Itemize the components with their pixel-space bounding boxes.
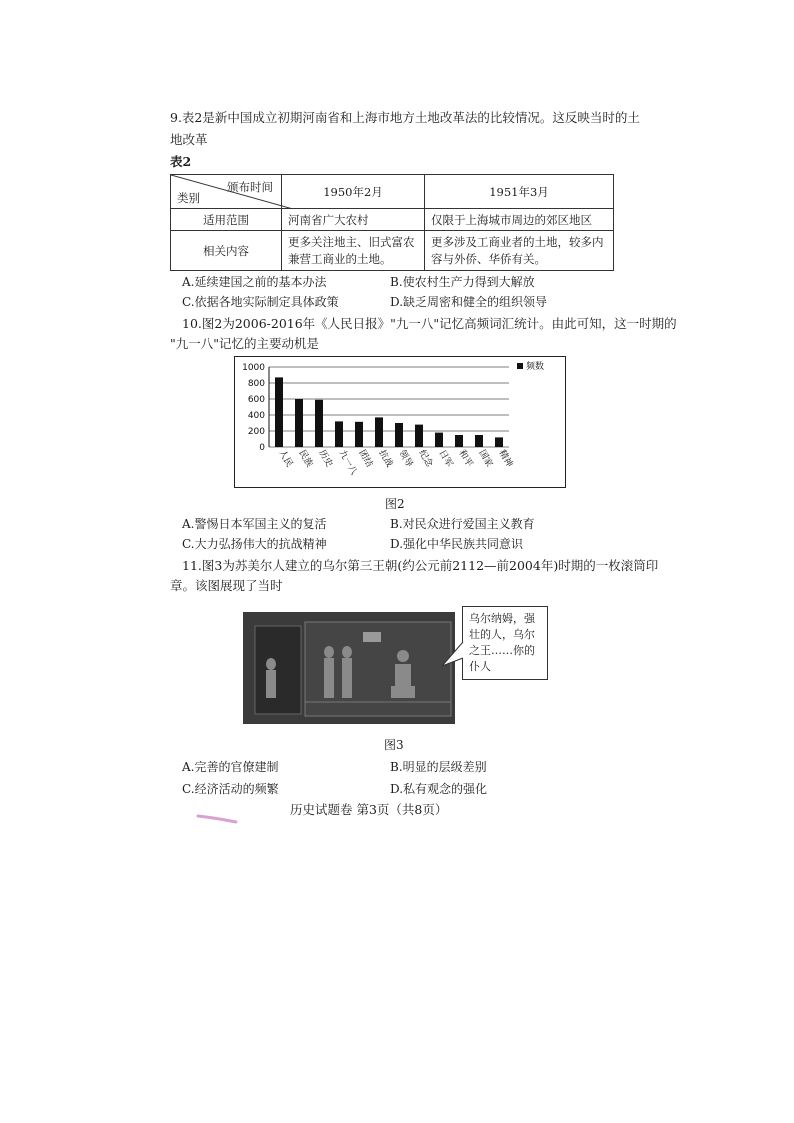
q9-table-diag-header	[171, 175, 282, 209]
q9-table-header-bottom: 类别	[177, 191, 200, 205]
bar	[475, 435, 483, 447]
pen-mark	[196, 812, 242, 826]
q9-table-col1: 1950年2月	[282, 175, 425, 209]
q10-stem-line2: "九一八"记忆的主要动机是	[170, 336, 319, 351]
cylinder-seal-image	[243, 612, 455, 724]
q9-stem-line2: 地改革	[170, 132, 208, 147]
q9-table-row2-c1: 更多关注地主、旧式富农兼营工商业的土地。	[282, 231, 425, 271]
figure2-chart	[234, 356, 566, 488]
q9-option-d[interactable]: D.缺乏周密和健全的组织领导	[390, 295, 548, 309]
x-tick-label: 民族	[296, 448, 315, 470]
bubble-line-1: 乌尔纳姆，强	[469, 612, 535, 625]
x-tick-label: 和平	[456, 448, 475, 470]
q11-option-c[interactable]: C.经济活动的频繁	[182, 782, 279, 796]
y-tick-label: 600	[247, 395, 265, 405]
speech-bubble-tail	[440, 640, 466, 670]
q11-stem-line2: 章。该图展现了当时	[170, 578, 283, 593]
bar	[495, 437, 503, 447]
q11-option-b[interactable]: B.明显的层级差别	[390, 760, 487, 774]
x-tick-label: 九一八	[336, 448, 359, 477]
figure2-caption: 图2	[385, 497, 405, 511]
bubble-line-3: 之王……你的	[469, 644, 535, 657]
bar-chart	[235, 357, 565, 487]
y-tick-label: 800	[247, 379, 265, 389]
page-footer: 历史试题卷 第3页（共8页）	[290, 802, 448, 817]
bubble-line-2: 壮的人，乌尔	[469, 628, 535, 641]
bar	[455, 435, 463, 447]
q9-table	[170, 174, 614, 271]
x-tick-label: 国家	[476, 448, 495, 470]
q10-option-c[interactable]: C.大力弘扬伟大的抗战精神	[182, 537, 327, 551]
q9-table-row1-c2: 仅限于上海城市周边的郊区地区	[425, 209, 614, 231]
table-row	[171, 209, 614, 231]
y-tick-label: 0	[259, 443, 265, 453]
q11-option-a[interactable]: A.完善的官僚建制	[182, 760, 279, 774]
y-tick-label: 1000	[242, 363, 265, 373]
q9-option-a[interactable]: A.延续建国之前的基本办法	[182, 275, 327, 289]
speech-bubble	[462, 606, 548, 680]
legend-swatch	[517, 363, 523, 369]
x-tick-label: 领导	[396, 448, 415, 470]
bar	[395, 423, 403, 447]
q10-option-d[interactable]: D.强化中华民族共同意识	[390, 537, 524, 551]
q9-table-header-top: 颁布时间	[227, 180, 273, 194]
bar	[335, 421, 343, 447]
q11-option-d[interactable]: D.私有观念的强化	[390, 782, 488, 796]
q10-stem-line1: 10.图2为2006-2016年《人民日报》"九一八"记忆高频词汇统计。由此可知，这一时期的	[182, 316, 677, 331]
bar	[275, 377, 283, 447]
q11-stem-line1: 11.图3为苏美尔人建立的乌尔第三王朝(约公元前2112—前2004年)时期的一枚滚筒印	[182, 558, 659, 573]
q9-table-row2-label: 相关内容	[171, 231, 282, 271]
q10-option-b[interactable]: B.对民众进行爱国主义教育	[390, 517, 535, 531]
x-tick-label: 纪念	[416, 448, 435, 470]
bar	[415, 425, 423, 447]
q9-table-label: 表2	[170, 154, 192, 169]
bar	[315, 400, 323, 447]
bar	[355, 422, 363, 447]
q9-stem-line1: 9.表2是新中国成立初期河南省和上海市地方土地改革法的比较情况。这反映当时的土	[170, 110, 640, 125]
bar	[375, 417, 383, 447]
figure3-caption: 图3	[384, 738, 404, 752]
legend-label: 频数	[526, 362, 545, 372]
q10-option-a[interactable]: A.警惕日本军国主义的复活	[182, 517, 327, 531]
x-tick-label: 日军	[436, 448, 455, 470]
y-tick-label: 200	[247, 427, 265, 437]
q9-option-c[interactable]: C.依据各地实际制定具体政策	[182, 295, 339, 309]
q9-table-row1-label: 适用范围	[171, 209, 282, 231]
bubble-line-4: 仆人	[469, 660, 491, 673]
y-tick-label: 400	[247, 411, 265, 421]
q9-table-row2-c2: 更多涉及工商业者的土地，较多内容与外侨、华侨有关。	[425, 231, 614, 271]
table-row	[171, 231, 614, 271]
x-tick-label: 精神	[496, 448, 515, 470]
q9-option-b[interactable]: B.使农村生产力得到大解放	[390, 275, 535, 289]
q9-table-col2: 1951年3月	[425, 175, 614, 209]
seal-impression-graphic	[243, 612, 455, 724]
bar	[295, 399, 303, 447]
x-tick-label: 抗战	[376, 448, 395, 470]
x-tick-label: 团结	[356, 448, 375, 470]
x-tick-label: 人民	[276, 448, 295, 470]
q9-table-row1-c1: 河南省广大农村	[282, 209, 425, 231]
x-tick-label: 历史	[316, 448, 335, 470]
bar	[435, 433, 443, 447]
